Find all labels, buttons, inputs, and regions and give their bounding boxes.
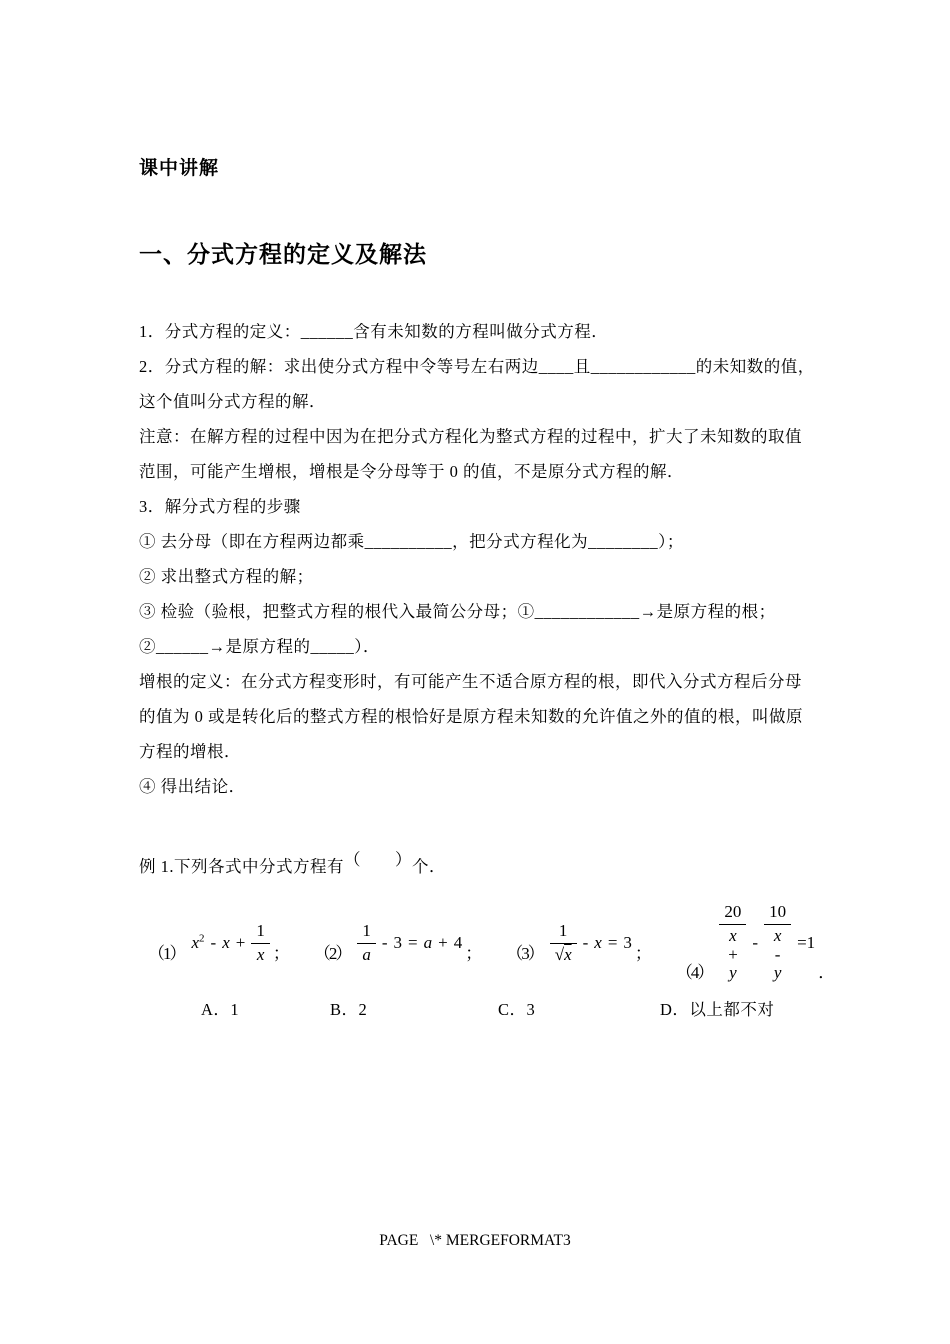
body-line: 这个值叫分式方程的解． <box>139 392 326 411</box>
choices-row <box>139 992 839 1027</box>
example-1-prefix: 例 1.下列各式中分式方程有 <box>139 857 344 876</box>
radical-sign: √ <box>554 944 565 964</box>
equals-sign: = <box>408 933 418 952</box>
body-line: 2．分式方程的解：求出使分式方程中令等号左右两边____且____________的未知数的值， <box>139 357 815 376</box>
formula-4 <box>676 903 835 983</box>
term-a: a <box>423 933 433 952</box>
page-number-field: PAGE \* MERGEFORMAT3 <box>379 1232 571 1249</box>
body-text-block <box>139 314 819 804</box>
choice-c: C．3 <box>498 1000 536 1019</box>
separator-period: ． <box>818 962 836 982</box>
fraction-1-over-sqrt-x: $\frac{1}{√x}$ <box>550 922 577 964</box>
body-line: 范围，可能产生增根，增根是令分母等于 0 的值，不是原分式方程的解． <box>139 462 684 481</box>
choice-b: B．2 <box>330 1000 368 1019</box>
fraction-10-over-x-minus-y: $\frac{10}{x - y}$ <box>764 903 791 983</box>
minus-operator: - <box>752 933 759 952</box>
example-1-suffix: 个． <box>412 857 446 876</box>
choice-d: D．以上都不对 <box>660 1000 775 1019</box>
body-line: ③ 检验（验根，把整式方程的根代入最简公分母；①____________→是原方程的根； <box>139 602 776 621</box>
fraction-1-over-a: $\frac{1}{a}$ <box>357 922 376 964</box>
body-line: 增根的定义：在分式方程变形时，有可能产生不适合原方程的根，即代入分式方程后分母 <box>139 672 802 691</box>
formula-1-expression <box>192 922 270 964</box>
body-line: ① 去分母（即在方程两边都乘__________，把分式方程化为________）； <box>139 532 684 551</box>
formula-3 <box>506 922 652 964</box>
separator-semicolon: ； <box>634 944 652 964</box>
minus-operator: - <box>381 933 388 952</box>
body-line: ②______→是原方程的_____）． <box>139 637 380 656</box>
minus-operator: - <box>210 933 217 952</box>
term-x-squared: $x^2$ <box>191 932 205 952</box>
equals-1: =1 <box>797 933 816 952</box>
body-line: ② 求出整式方程的解； <box>139 567 314 586</box>
fraction-20-over-x-plus-y: $\frac{20}{x + y}$ <box>719 903 746 983</box>
fraction-1-over-x: $\frac{1}{x}$ <box>251 922 270 964</box>
term-x: x <box>594 933 602 952</box>
body-line: 注意：在解方程的过程中因为在把分式方程化为整式方程的过程中，扩大了未知数的取值 <box>139 427 802 446</box>
formula-1-label: （1） <box>148 944 185 964</box>
number-4: 4 <box>453 933 463 952</box>
formula-3-expression <box>550 922 632 964</box>
formula-4-label: （4） <box>675 962 713 982</box>
choice-a: A．1 <box>201 1000 240 1019</box>
doc-subtitle: 课中讲解 <box>139 158 220 179</box>
plus-operator: + <box>438 933 448 952</box>
formula-2-expression <box>357 922 462 964</box>
section-heading: 一、分式方程的定义及解法 <box>139 241 427 267</box>
equals-sign: = <box>607 933 618 952</box>
formula-4-expression <box>719 903 815 983</box>
separator-semicolon: ； <box>465 944 483 964</box>
minus-operator: - <box>582 933 589 952</box>
formula-row <box>148 902 836 983</box>
formula-2 <box>314 922 482 964</box>
body-line: 方程的增根． <box>139 742 241 761</box>
number-3: 3 <box>393 933 403 952</box>
plus-operator: + <box>235 933 246 952</box>
term-x: x <box>222 933 230 952</box>
formula-3-label: （3） <box>506 944 543 964</box>
body-line: 1．分式方程的定义：______含有未知数的方程叫做分式方程． <box>139 322 609 341</box>
body-line: 的值为 0 或是转化后的整式方程的根恰好是原方程未知数的允许值之外的值的根，叫做原 <box>139 707 803 726</box>
number-3: 3 <box>623 933 632 952</box>
body-line: ④ 得出结论． <box>139 777 246 796</box>
answer-blank-parens: （ ） <box>344 850 412 869</box>
formula-2-label: （2） <box>313 944 351 964</box>
body-line: 3．解分式方程的步骤 <box>139 497 301 516</box>
separator-semicolon: ； <box>272 944 290 964</box>
example-1-intro <box>139 850 446 877</box>
formula-1 <box>148 922 290 964</box>
